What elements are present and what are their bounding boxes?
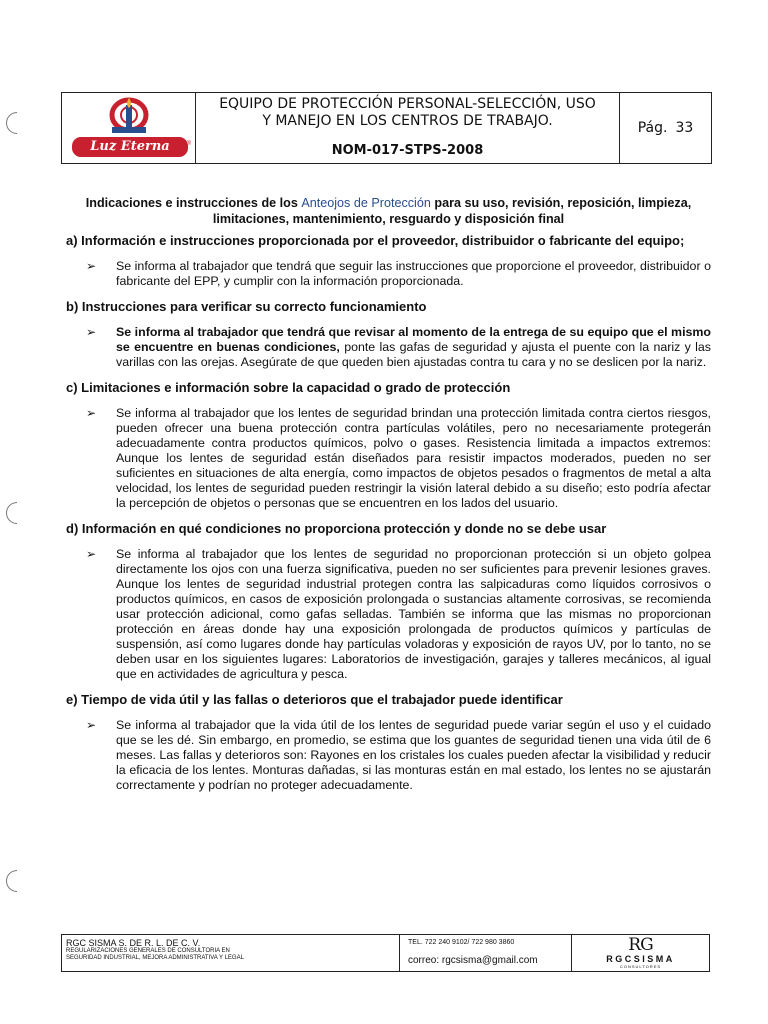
heading-part-1: Indicaciones e instrucciones de los [85,196,298,210]
page-label: Pág. [637,120,668,136]
binder-hole [6,112,17,134]
rg-logo-sub: CONSULTORES [619,964,662,969]
arrow-bullet-icon: ➢ [86,325,97,339]
section-c-title: c) Limitaciones e información sobre la capacidad o grado de protección [66,380,511,395]
section-e-bullet [86,718,711,793]
section-d-bullet [86,547,711,682]
section-b-bullet [86,325,711,370]
footer-company-desc-1: REGULARIZACIONES GENERALES DE CONSULTORIA EN [66,948,230,954]
logo-wordmark: Luz Eterna [72,137,188,157]
document-body [66,195,711,803]
section-b-title: b) Instrucciones para verificar su correcto funcionamiento [66,299,427,314]
section-a-bullet [86,259,711,289]
heading-part-3: para su uso, revisión, reposición, limpieza, limitaciones, mantenimiento, resguardo y disposición final [212,196,692,226]
arrow-bullet-icon: ➢ [86,547,97,561]
footer-logo [572,935,709,971]
arrow-bullet-icon: ➢ [86,718,97,732]
section-d-title: d) Información en qué condiciones no proporciona protección y donde no se debe usar [66,521,607,536]
binder-hole [6,870,17,892]
document-header [61,92,712,164]
footer-company-name: RGC SISMA S. DE R. L. DE C. V. [66,938,201,948]
section-a-text: Se informa al trabajador que tendrá que seguir las instrucciones que proporcione el proveedor, distribuidor o fabricante del EPP, y cumplir con la información proporcionada. [116,259,711,288]
title-line-2: Y MANEJO EN LOS CENTROS DE TRABAJO. [262,113,553,129]
section-b-bold-text: Se informa al trabajador que tendrá que revisar al momento de la entrega de su equipo que el mismo se encuentre en buenas condiciones, [116,325,711,354]
section-c [66,380,711,511]
section-b-regular-text: ponte las gafas de seguridad y ajusta el puente con la nariz y las varillas con las orejas. Asegúrate de que queden bien ajustadas contra tu cara y no se deslicen por la nariz. [116,340,711,369]
footer-company [62,935,400,971]
section-a-title: a) Información e instrucciones proporcionada por el proveedor, distribuidor o fabricante del equipo; [66,233,685,248]
arrow-bullet-icon: ➢ [86,259,97,273]
section-d-text: Se informa al trabajador que los lentes de seguridad no proporcionan protección si un objeto golpea directamente los ojos con una fuerza significativa, pueden no ser suficientes para prevenir lesiones graves. Aunque los lentes de seguridad industrial protegen contra las salpicaduras como líquidos corrosivos o productos químicos, en casos de exposición prolongada o sustancias altamente corrosivas, se recomienda usar protección adicional, como gafas selladas. También se informa que las mismas no proporcionan protección en áreas donde hay una exposición prolongada de productos químicos y partículas de suspensión, así como lugares donde hay partículas voladoras y exposición de rayos UV, por lo tanto, no se deben usar en los siguientes lugares: Laboratorios de investigación, garajes y talleres mecánicos, al igual que en actividades de agricultura y pesca. [116,547,711,681]
section-e-title: e) Tiempo de vida útil y las fallas o deterioros que el trabajador puede identificar [66,692,563,707]
section-a [66,233,711,289]
company-logo [62,93,196,163]
section-c-bullet [86,406,711,511]
page-indicator [620,93,711,163]
section-b [66,299,711,370]
title-line-1: EQUIPO DE PROTECCIÓN PERSONAL-SELECCIÓN, USO [219,96,596,112]
norm-code: NOM-017-STPS-2008 [331,143,484,158]
section-e [66,692,711,793]
binder-hole [6,502,17,524]
footer-email: correo: rgcsisma@gmail.com [408,955,538,966]
footer-company-desc-2: SEGURIDAD INDUSTRIAL, MEJORA ADMINISTRATIVA Y LEGAL [66,955,244,961]
arrow-bullet-icon: ➢ [86,406,97,420]
section-e-text: Se informa al trabajador que la vida útil de los lentes de seguridad puede variar según el uso y el cuidado que se les dé. Sin embargo, en promedio, se estima que los guantes de seguridad tienen una vida útil de 6 meses. Las fallas y deterioros son: Rayones en los cristales los cuales pueden afectar la visibilidad y reducir la eficacia de los lentes. Monturas dañadas, si las monturas están en mal estado, los lentes no se ajustarán correctamente y podrían no proteger adecuadamente. [116,718,711,792]
footer-phone: TEL. 722 240 9102/ 722 980 3860 [408,939,515,946]
section-b-text [116,325,711,370]
document-title [196,93,620,163]
rg-logo-name: RGCSISMA [606,954,675,964]
page-number: 33 [675,120,694,136]
footer-contact [400,935,572,971]
rg-logo-mark: RG [628,935,653,955]
main-heading [76,195,701,227]
document-footer [61,934,710,972]
heading-highlight: Anteojos de Protección [301,196,431,210]
section-c-text: Se informa al trabajador que los lentes de seguridad brindan una protección limitada contra ciertos riesgos, pueden ofrecer una buena protección contra partículas volátiles, pero no necesariamente protegerán adecuadamente contra productos químicos, polvo o gases. Resistencia limitada a impactos extremos: Aunque los lentes de seguridad están diseñados para resistir impactos moderados, pueden no ser suficientes en situaciones de alta energía, como impactos de objetos pesados o fragmentos de metal a alta velocidad, los lentes de seguridad pueden restringir la visión lateral debido a su diseño; esto podría afectar la percepción de objetos o personas que se encuentren en los lados del usuario. [116,406,711,510]
section-d [66,521,711,682]
registered-mark: ® [186,141,191,147]
